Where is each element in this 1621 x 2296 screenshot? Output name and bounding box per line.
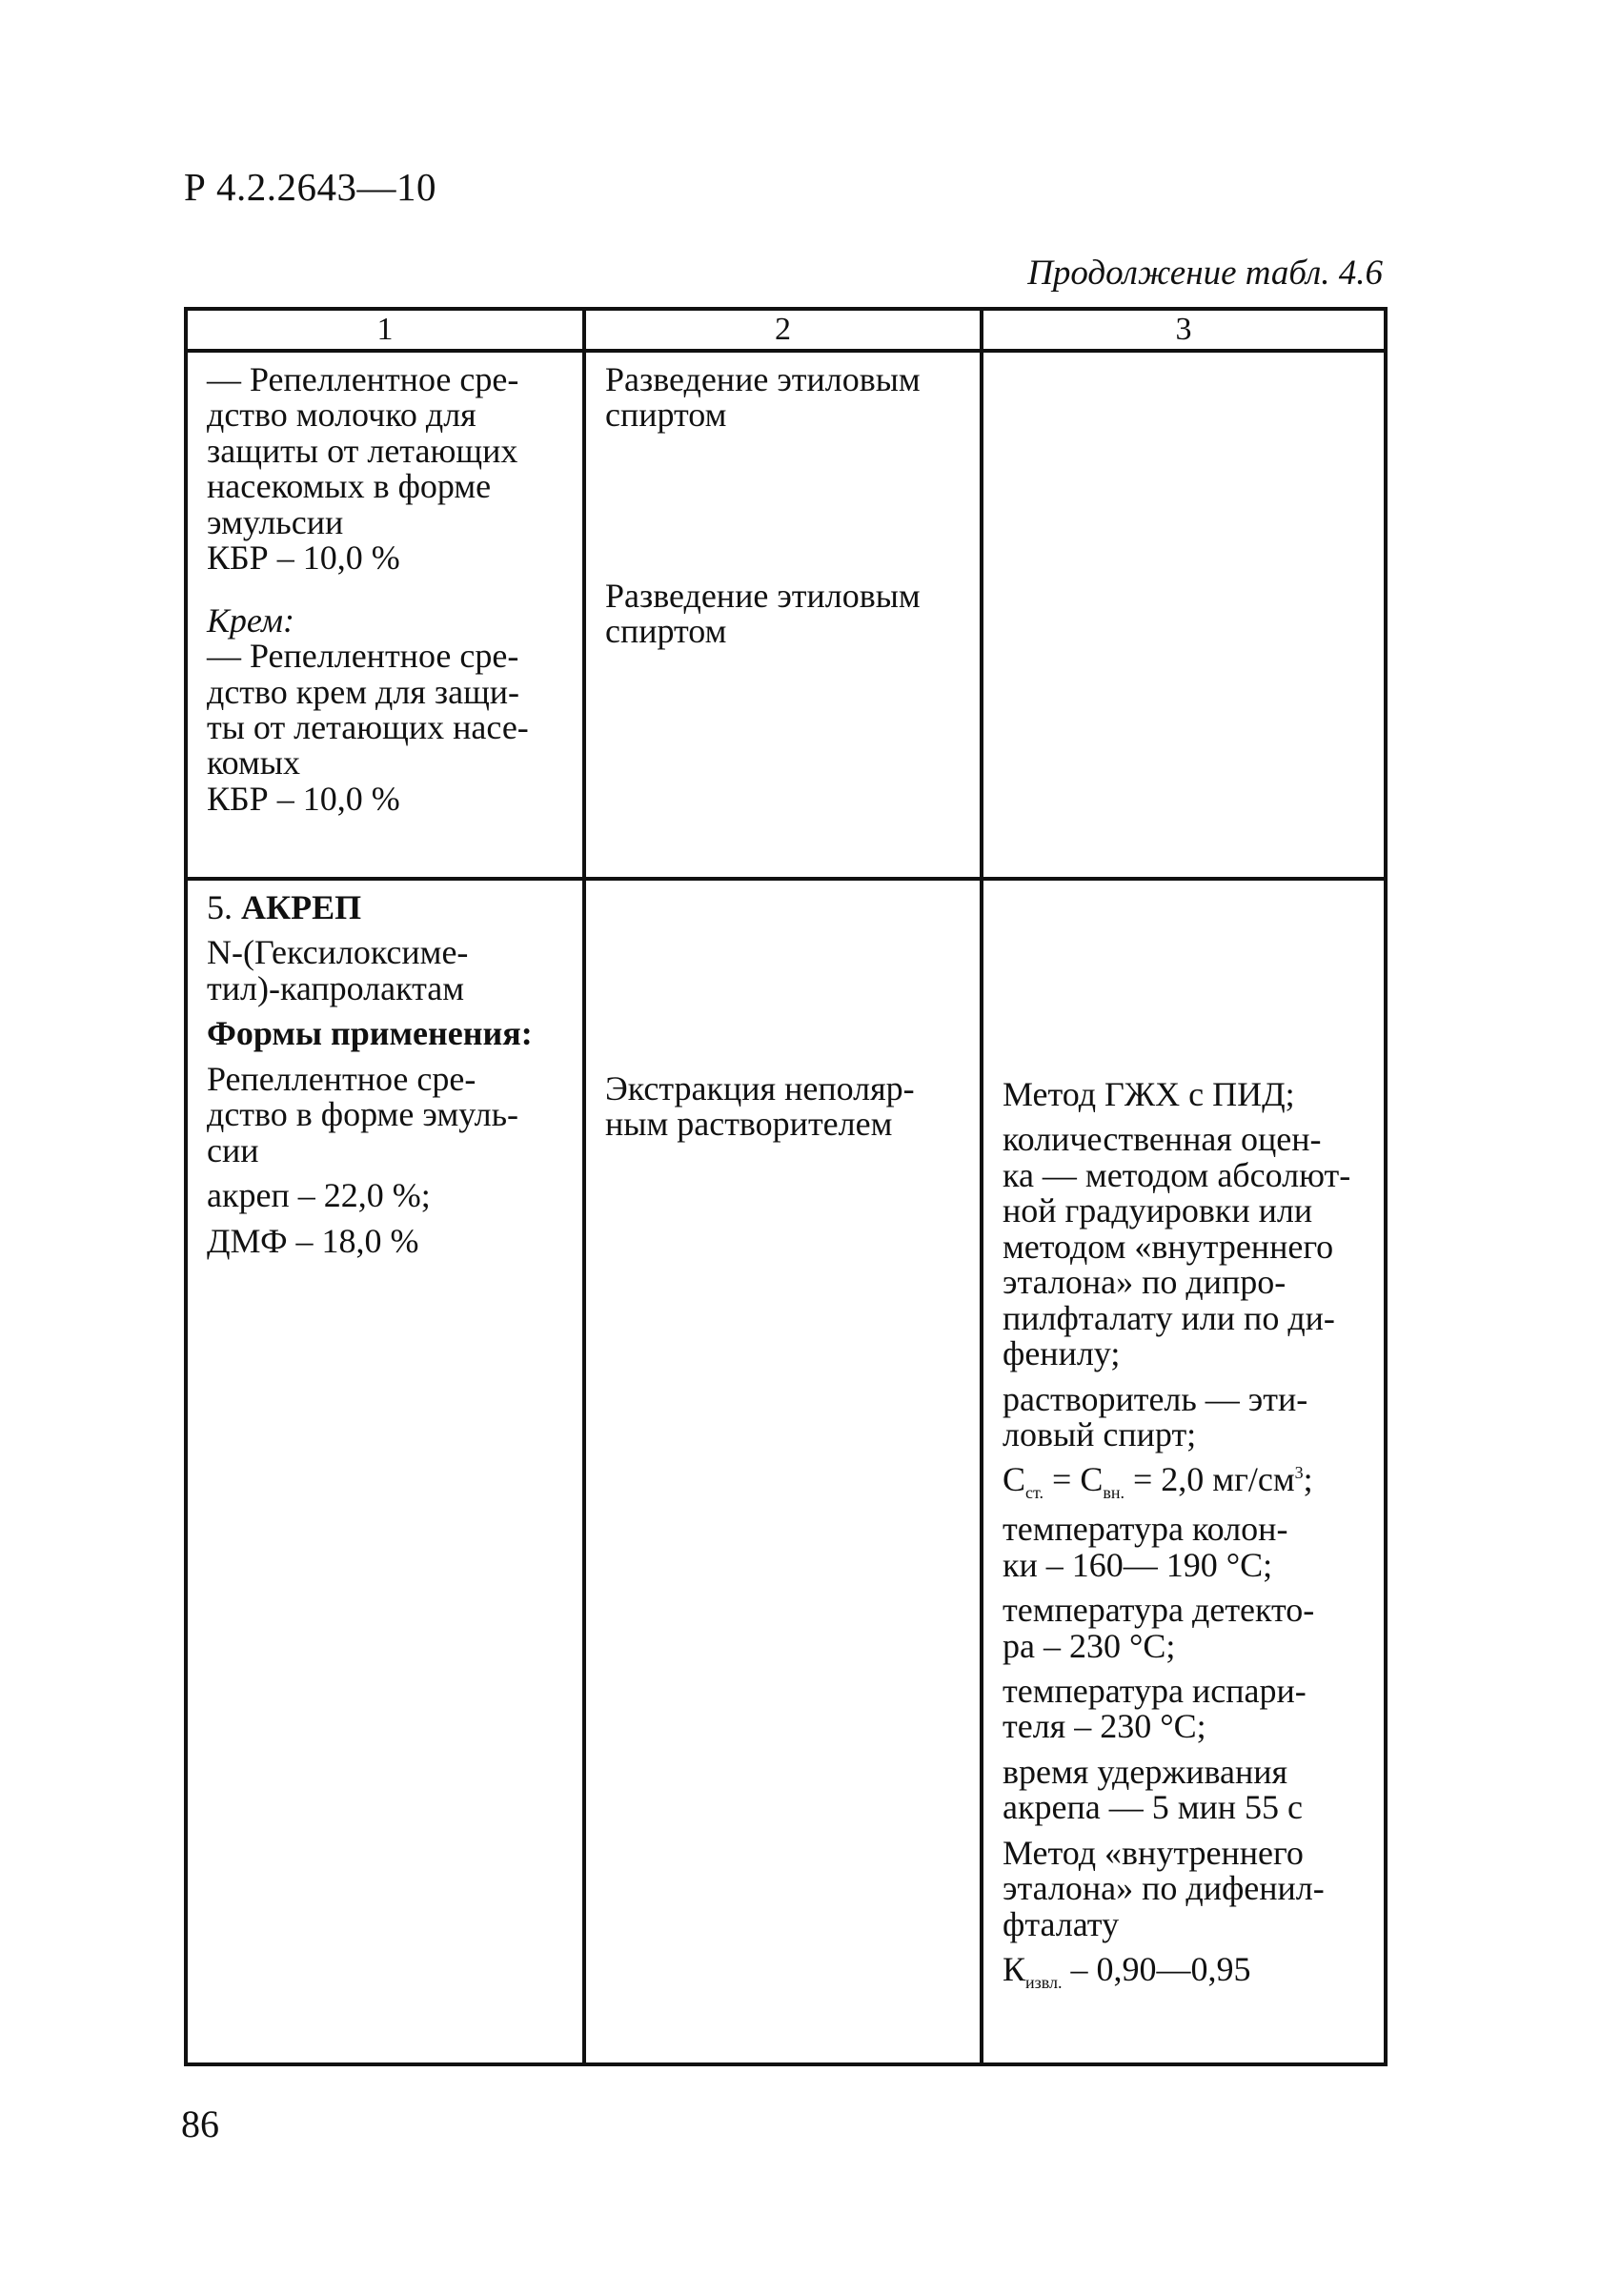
text-line: Репеллентное сре- [207,1059,476,1098]
text-line: температура детекто- [1003,1591,1315,1630]
text-line: фенилу; [1003,1334,1121,1373]
method-text: Метод ГЖХ с ПИД; [1003,1075,1295,1113]
page-number: 86 [181,2103,219,2145]
text-line: ловый спирт; [1003,1414,1197,1453]
text-line: методом «внутреннего [1003,1227,1334,1266]
item-description [207,639,569,782]
text-line: N-(Гексилоксиме- [207,933,469,972]
col-header-1: 1 [186,309,584,351]
text-line: — Репеллентное сре- [207,360,519,398]
table-header-row [186,309,1386,351]
detector-temperature [1003,1593,1370,1664]
text-line: Разведение этиловым [605,576,921,615]
form-label: Крем: [207,600,294,640]
form-description [207,1059,569,1169]
cell-method [982,879,1386,2064]
text-line: дство молочко для [207,396,476,435]
text-line: эмульсии [207,502,344,541]
cell-preparation [584,879,982,2064]
data-table [184,307,1388,2066]
preparation-text [605,362,966,434]
item-number: 5. [207,888,233,926]
cell-substance [186,351,584,879]
text-line: Метод «внутреннего [1003,1833,1304,1872]
col-header-2: 2 [584,309,982,351]
preparation-text [605,576,966,651]
formula-symbol: С [1003,1460,1026,1499]
text-line: ным растворителем [605,1105,893,1144]
text-line: теля – 230 °С; [1003,1707,1206,1746]
text-line: температура испари- [1003,1672,1307,1711]
text-line: спиртом [605,396,727,435]
extraction-coefficient [1003,1952,1370,1992]
column-temperature [1003,1512,1370,1583]
text-line: ной градуировки или [1003,1191,1313,1230]
text-line: количественная оцен- [1003,1120,1322,1159]
table-row [186,879,1386,2064]
text-line: фталату [1003,1904,1120,1943]
cell-preparation [584,351,982,879]
text-line: спиртом [605,612,727,651]
evaporator-temperature [1003,1674,1370,1745]
text-line: температура колон- [1003,1510,1288,1549]
concentration-text: КБР – 10,0 % [207,538,400,578]
solvent-text [1003,1379,1370,1453]
cell-substance [186,879,584,2064]
quantification-text [1003,1122,1370,1372]
text-line: дство в форме эмуль- [207,1095,519,1134]
text-line: время удерживания [1003,1752,1288,1791]
formula-superscript: 3 [1294,1463,1304,1483]
text-line: ра – 230 °С; [1003,1626,1176,1665]
text-line: ки – 160— 190 °С; [1003,1545,1273,1584]
text-line: акрепа — 5 мин 55 с [1003,1788,1303,1827]
text-line: тил)-капролактам [207,968,465,1007]
text-line: дство крем для защи- [207,672,520,711]
concentration-text: ДМФ – 18,0 % [207,1221,419,1260]
col-header-3: 3 [982,309,1386,351]
text-line: — Репеллентное сре- [207,637,519,676]
formula-end: ; [1303,1460,1313,1499]
substance-name: АКРЕП [241,888,362,926]
formula-subscript: извл. [1025,1973,1063,1993]
text-line: ты от летающих насе- [207,707,529,746]
text-line: ка — методом абсолют- [1003,1155,1351,1194]
formula-symbol: К [1003,1950,1026,1989]
table-row [186,351,1386,879]
table-continuation-caption: Продолжение табл. 4.6 [1027,254,1383,293]
formula-symbol: = С [1044,1460,1104,1499]
formula-subscript: ст. [1025,1483,1044,1503]
text-line: пилфталату или по ди- [1003,1298,1335,1337]
internal-standard-text [1003,1833,1370,1943]
cell-method [982,351,1386,879]
formula-subscript: вн. [1103,1483,1125,1503]
formula-value: = 2,0 мг/см [1125,1460,1295,1499]
text-line: комых [207,743,300,782]
forms-label: Формы применения: [207,1014,533,1053]
preparation-text [605,1071,966,1143]
concentration-text: акреп – 22,0 %; [207,1176,431,1215]
formula-value: – 0,90—0,95 [1062,1950,1251,1989]
text-line: Экстракция неполяр- [605,1069,915,1107]
text-line: защиты от летающих [207,431,518,470]
substance-title [207,890,569,925]
document-code: Р 4.2.2643—10 [184,165,437,209]
concentration-formula [1003,1462,1370,1502]
text-line: эталона» по дифенил- [1003,1869,1325,1908]
text-line: сии [207,1130,259,1169]
retention-time [1003,1752,1370,1827]
concentration-text: КБР – 10,0 % [207,779,400,818]
text-line: Разведение этиловым [605,360,921,398]
chemical-name [207,935,569,1006]
item-description [207,362,569,540]
text-line: насекомых в форме [207,467,492,506]
text-line: растворитель — эти- [1003,1379,1308,1418]
text-line: эталона» по дипро- [1003,1263,1287,1302]
